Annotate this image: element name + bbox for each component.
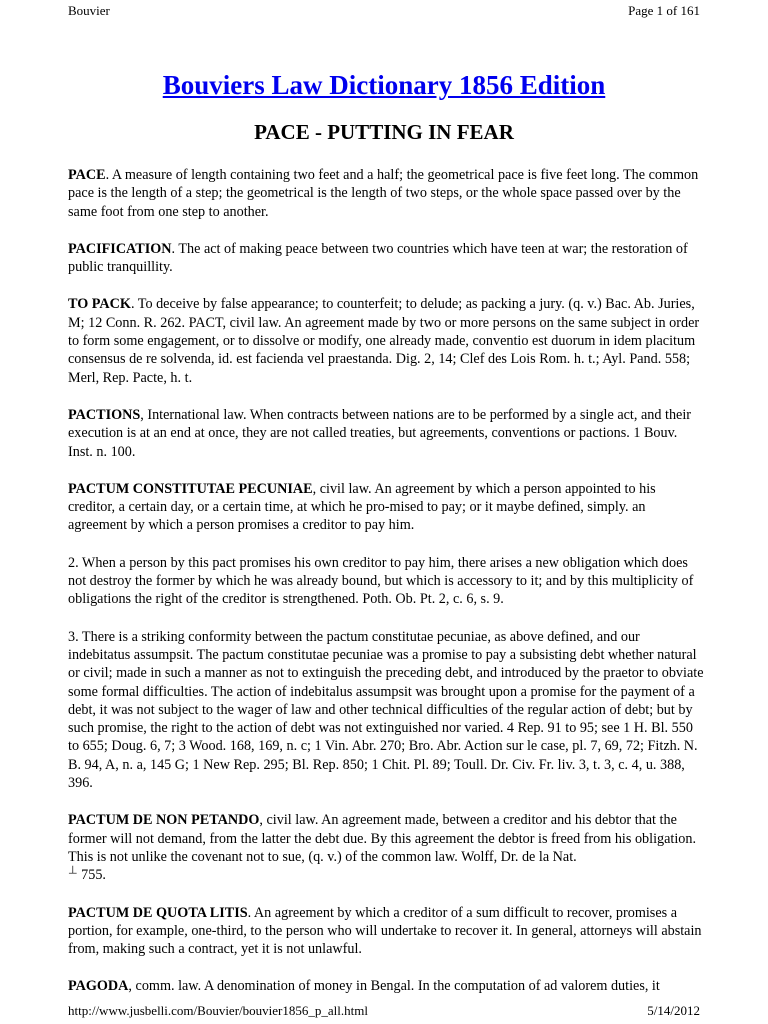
- entry-term: PACTIONS: [68, 406, 141, 423]
- header-site-name: Bouvier: [68, 3, 110, 18]
- entry-pactum-de-non-petando: [68, 811, 704, 884]
- section-mark-icon: ⊥: [68, 864, 78, 877]
- entry-definition: . To deceive by false appearance; to counterfeit; to delude; as packing a jury. (q. v.) Bac. Ab. Juries, M; 12 Conn. R. 262. PACT, civil law. An agreement made by two or more persons on the same subject in order to form some engagement, or to dissolve or modify, one already made, conventio est duorum in idem placitum consensus de re solvenda, id. est facienda vel praestanda. Dig. 2, 14; Clef des Lois Rom. h. t.; Ayl. Pand. 558; Merl, Rep. Pacte, h. t.: [68, 296, 700, 386]
- entry-term: PACIFICATION: [68, 240, 172, 257]
- entry-definition: , civil law. An agreement by which a person appointed to his creditor, a certain day, or a certain time, at which he pro-mised to pay; or it maybe defined, simply. an agreement by which a person promises a creditor to pay him.: [68, 480, 656, 534]
- entry-to-pack: [68, 295, 704, 386]
- entry-pace: [68, 166, 704, 221]
- entry-term: PACTUM CONSTITUTAE PECUNIAE: [68, 480, 313, 497]
- entry-term: PACE: [68, 167, 106, 183]
- entry-term: PACTUM DE QUOTA LITIS: [68, 904, 248, 921]
- entry-pactions: [68, 406, 704, 461]
- entry-pactum-de-quota-litis: [68, 904, 704, 959]
- entry-definition: , comm. law. A denomination of money in Bengal. In the computation of ad valorem duties, it: [128, 978, 660, 995]
- entry-definition: 3. There is a striking conformity between the pactum constitutae pecuniae, as above defined, and our indebitatus assumpsit. The pactum constitutae pecuniae was a promise to pay a subsisting debt whether natural or civil; made in such a manner as not to extinguish the preceding debt, and introduced by the praetor to obviate some formal difficulties. The action of indebitalus assumpsit was brought upon a promise for the payment of a debt, it was not subject to the wager of law and other technical difficulties of the regular action of debt; but by such promise, the right to the action of debt was not extinguished nor varied. 4 Rep. 91 to 95; see 1 H. Bl. 550 to 655; Doug. 6, 7; 3 Wood. 168, 169, n. c; 1 Vin. Abr. 270; Bro. Abr. Action sur le case, pl. 7, 69, 72; Fitzh. N. B. 94, A, n. a, 145 G; 1 New Rep. 295; Bl. Rep. 850; 1 Chit. Pl. 89; Toull. Dr. Civ. Fr. liv. 3, t. 3, c. 4, u. 388, 396.: [68, 628, 704, 792]
- entry-definition: . An agreement by which a creditor of a sum difficult to recover, promises a portion, for example, one-third, to the person who will undertake to recover it. In general, attorneys will abstain from, making such a contract, yet it is not unlawful.: [68, 904, 702, 958]
- entry-definition: . A measure of length containing two feet and a half; the geometrical pace is five feet long. The common pace is the length of a step; the geometrical is the length of two steps, or the whole space passed over by the same foot from one step to another.: [68, 167, 699, 220]
- entry-definition: , International law. When contracts between nations are to be performed by a single act, and their execution is at an end at once, they are not called treaties, but agreements, conventions or pactions. 1 Bouv. Inst. n. 100.: [68, 406, 692, 460]
- entry-pacification: [68, 240, 704, 277]
- entry-definition: . The act of making peace between two countries which have teen at war; the restoration of public tranquillity.: [68, 240, 688, 276]
- entry-paragraph-3: [68, 628, 704, 793]
- section-heading: PACE - PUTTING IN FEAR: [254, 120, 514, 144]
- entry-paragraph-2: [68, 554, 704, 609]
- entry-definition: 2. When a person by this pact promises his own creditor to pay him, there arises a new obligation which does not destroy the former by which he was already bound, but which is accessory to it; and by this multiplicity of obligations the right of the creditor is strengthened. Poth. Ob. Pt. 2, c. 6, s. 9.: [68, 554, 694, 608]
- entry-term: TO PACK: [68, 296, 131, 313]
- entry-pactum-constitutae-pecuniae: [68, 480, 704, 535]
- footer-url: http://www.jusbelli.com/Bouvier/bouvier1856_p_all.html: [68, 1003, 368, 1018]
- entry-pagoda: [68, 977, 704, 995]
- entry-term: PACTUM DE NON PETANDO: [68, 812, 260, 829]
- footer-date: 5/14/2012: [647, 1003, 700, 1018]
- entry-definition: , civil law. An agreement made, between a creditor and his debtor that the former will not demand, from the latter the debt due. By this agreement the debtor is freed from his obligation. This is not unlike the covenant not to sue, (q. v.) of the common law. Wolff, Dr. de la Nat.: [68, 812, 697, 865]
- document-title-link[interactable]: Bouviers Law Dictionary 1856 Edition: [162, 70, 606, 100]
- entry-term: PAGODA: [68, 978, 129, 995]
- entry-definition-tail: 755.: [77, 867, 106, 884]
- dictionary-entries: [68, 166, 704, 1015]
- header-page-number: Page 1 of 161: [628, 3, 700, 18]
